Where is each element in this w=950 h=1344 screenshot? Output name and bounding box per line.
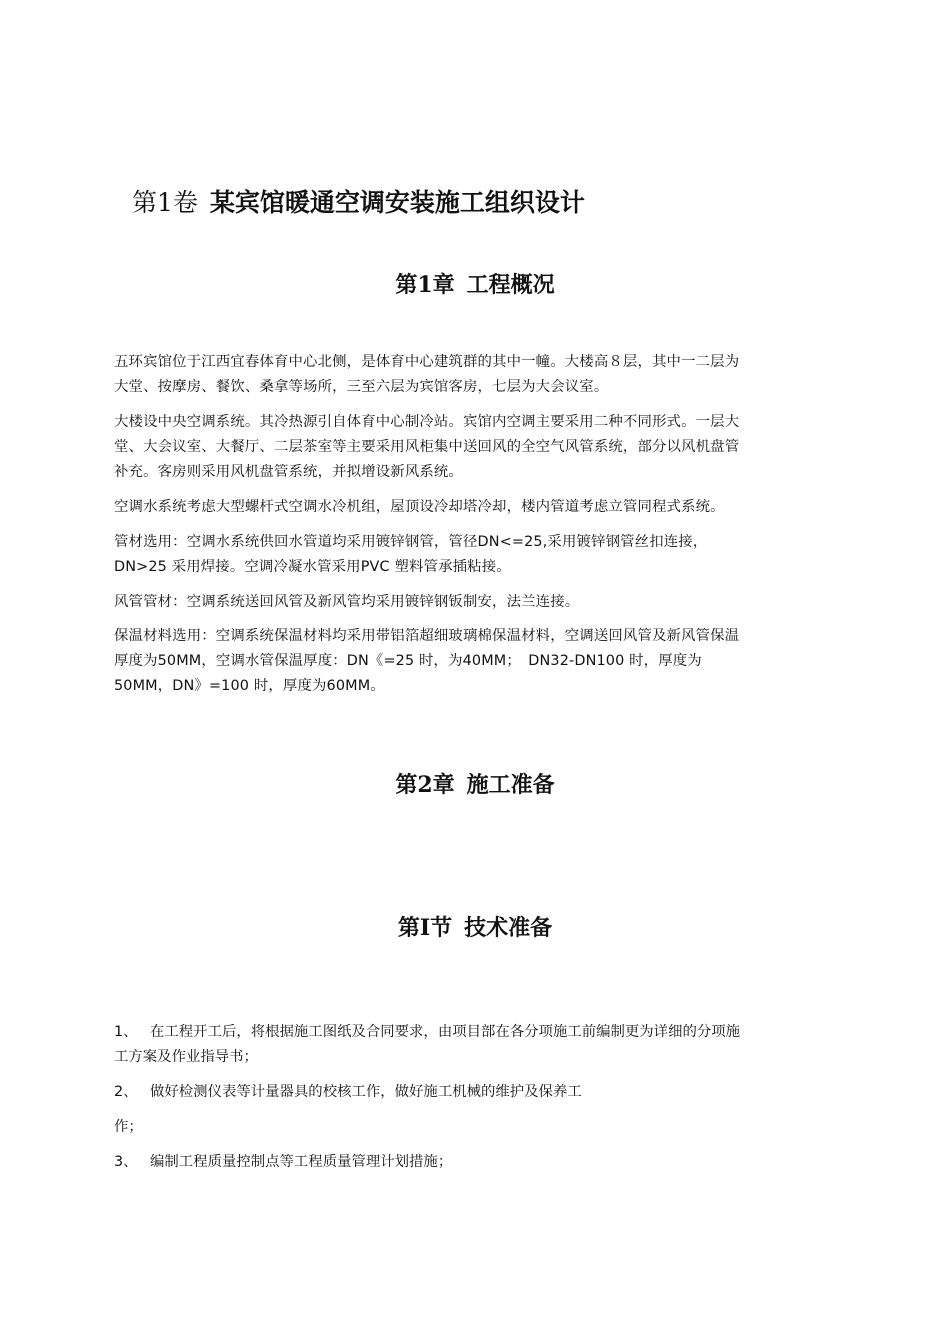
list-index: 3、 [114,1154,138,1170]
paragraph-line: DN>25 采用焊接。空调冷凝水管采用PVC 塑料管承插粘接。 [114,559,511,575]
chapter-2-number: 第2章 [395,772,455,798]
paragraph-line: 空调水系统考虑大型螺杆式空调水冷机组，屋顶设冷却塔冷却，楼内管道考虑立管同程式系统。 [114,499,725,515]
paragraph-line: 50MM，DN》=100 时，厚度为60MM。 [114,678,385,694]
list-item-text: 工方案及作业指导书； [114,1049,258,1065]
tech-prep-item-1 [114,1020,838,1070]
paragraph-line: 补充。客房则采用风机盘管系统，并拟增设新风系统。 [114,464,463,480]
chapter-2-heading [0,770,950,801]
paragraph-line: 大堂、按摩房、餐饮、桑拿等场所，三至六层为宾馆客房，七层为大会议室。 [114,379,609,395]
paragraph-line: 五环宾馆位于江西宜春体育中心北侧，是体育中心建筑群的其中一幢。大楼高８层，其中一二层为 [114,354,740,370]
list-index: 1、 [114,1024,138,1040]
tech-prep-item-2-continuation [114,1115,838,1140]
paragraph-line: 堂、大会议室、大餐厅、二层茶室等主要采用风柜集中送回风的全空气风管系统，部分以风机盘管 [114,439,740,455]
paragraph-line: 厚度为50MM，空调水管保温厚度：DN《=25 时，为40MM； DN32-DN100 时，厚度为 [114,653,702,669]
overview-paragraph-location [114,350,838,400]
overview-paragraph-hvac-system [114,410,838,485]
chapter-1-heading [0,270,950,301]
volume-title [132,186,585,220]
list-item-text: 编制工程质量控制点等工程质量管理计划措施； [150,1154,453,1170]
chapter-1-title: 工程概况 [466,273,555,298]
volume-number: 第1卷 [132,188,198,217]
section-1-title: 技术准备 [464,916,553,941]
section-1-number: 第Ⅰ节 [397,915,453,941]
paragraph-line: 风管管材：空调系统送回风管及新风管均采用镀锌钢钣制安，法兰连接。 [114,594,580,610]
paragraph-line: 保温材料选用：空调系统保温材料均采用带铝箔超细玻璃棉保温材料，空调送回风管及新风管保温 [114,628,740,644]
paragraph-line: 管材选用：空调水系统供回水管道均采用镀锌钢管，管径DN<=25,采用镀锌钢管丝扣连接， [114,534,708,550]
overview-paragraph-duct-materials [114,590,838,615]
volume-title-text: 某宾馆暖通空调安装施工组织设计 [209,188,585,217]
list-item-text: 在工程开工后，将根据施工图纸及合同要求，由项目部在各分项施工前编制更为详细的分项施 [150,1024,741,1040]
chapter-2-title: 施工准备 [466,773,555,798]
overview-paragraph-insulation [114,624,838,699]
section-1-heading [0,913,950,944]
paragraph-line: 大楼设中央空调系统。其冷热源引自体育中心制冷站。宾馆内空调主要采用二种不同形式。一层大 [114,414,740,430]
list-item-text: 做好检测仪表等计量器具的校核工作，做好施工机械的维护及保养工 [150,1084,582,1100]
overview-paragraph-water-system [114,495,838,520]
tech-prep-item-3 [114,1150,838,1175]
chapter-1-number: 第1章 [395,272,455,298]
overview-paragraph-pipe-materials [114,530,838,580]
list-item-text: 作； [114,1119,143,1135]
tech-prep-item-2 [114,1080,838,1105]
list-index: 2、 [114,1084,138,1100]
